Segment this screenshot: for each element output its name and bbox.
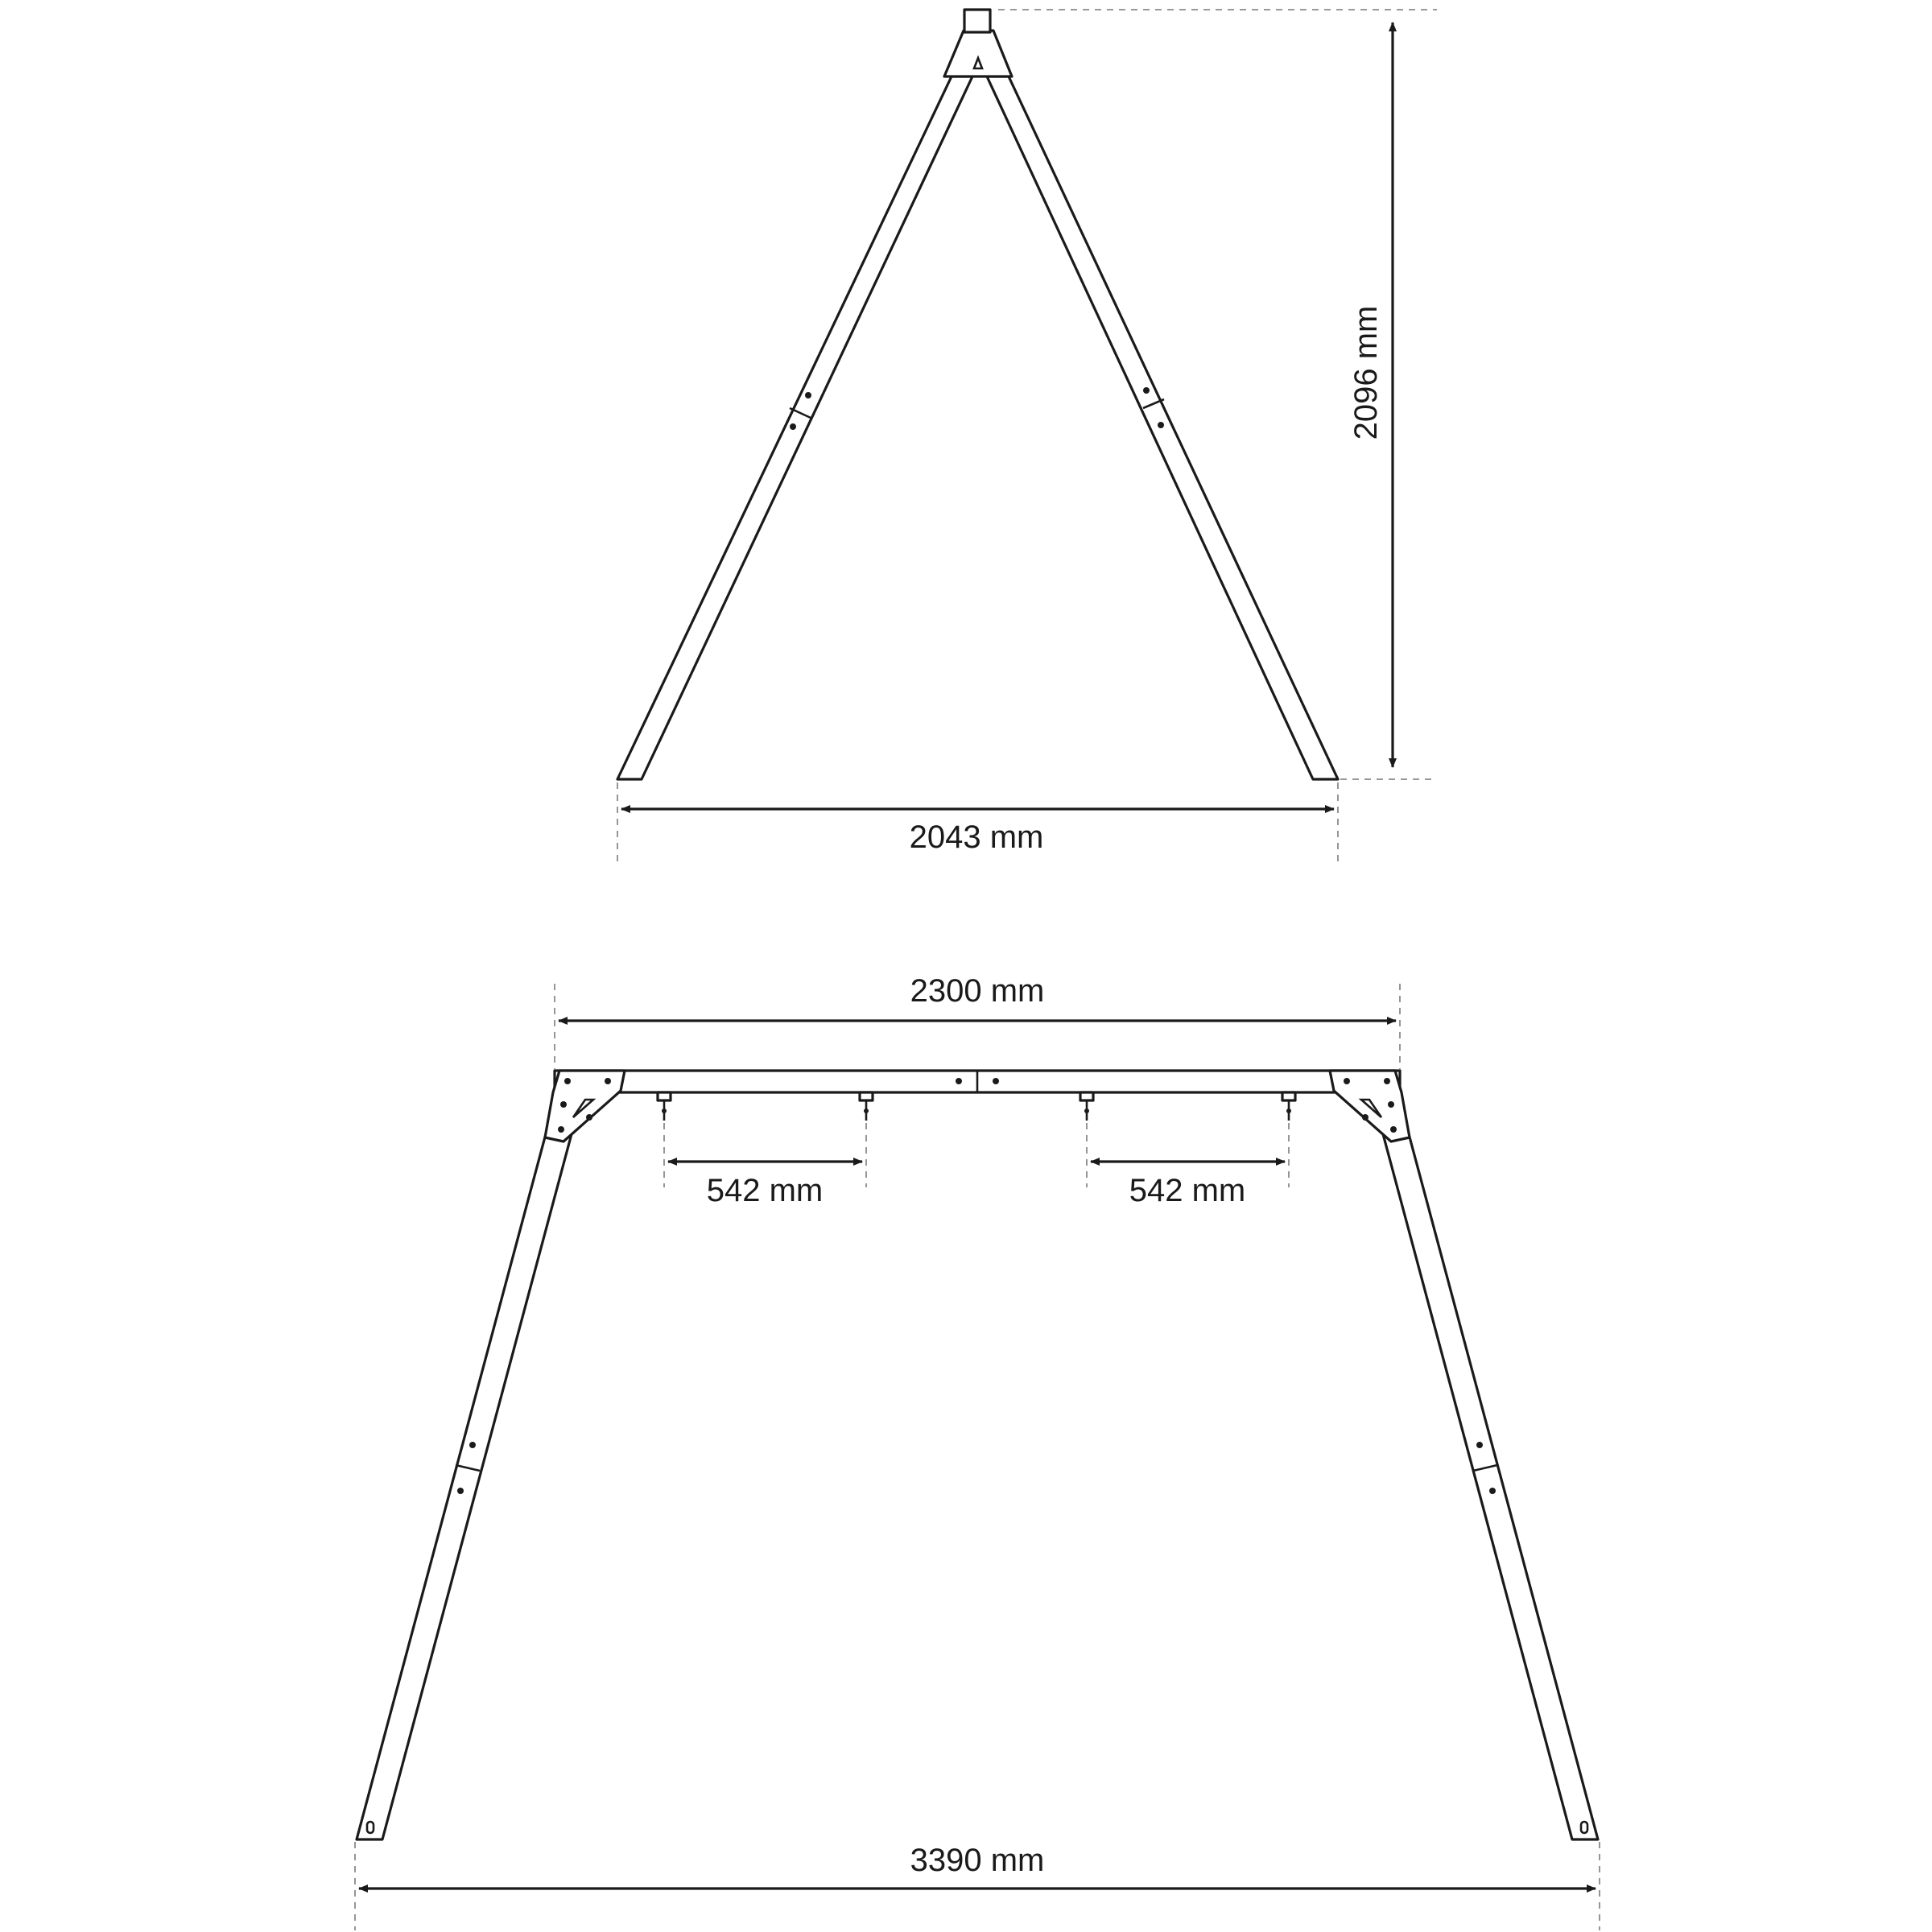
- bolt-hole: [605, 1078, 611, 1084]
- side-height-label: 2096 mm: [1348, 305, 1384, 440]
- front-base-width-label: 3390 mm: [910, 1843, 1045, 1878]
- side-view: [617, 10, 1437, 863]
- bolt-hole: [1362, 1114, 1368, 1121]
- front-beam-length-label: 2300 mm: [910, 973, 1045, 1009]
- beam-cross-section: [964, 10, 990, 32]
- bolt-hole: [564, 1078, 571, 1084]
- bolt-hole: [1388, 1101, 1394, 1108]
- bolt-hole: [457, 1488, 464, 1494]
- bolt-hole: [1158, 422, 1164, 428]
- bolt-hole: [586, 1114, 592, 1121]
- bolt-hole: [956, 1078, 962, 1084]
- bolt-hole: [1489, 1488, 1496, 1494]
- front-left-leg: [357, 1131, 572, 1839]
- bolt-hole: [993, 1078, 999, 1084]
- side-base-width-label: 2043 mm: [909, 819, 1044, 855]
- side-top-bracket: [944, 31, 1012, 76]
- bolt-hole: [1143, 387, 1150, 394]
- bolt-hole: [560, 1101, 567, 1108]
- hanger-spacing-left-label: 542 mm: [706, 1173, 824, 1208]
- bolt-hole: [558, 1126, 564, 1133]
- bolt-hole: [1476, 1442, 1483, 1448]
- swing-hanger: [1080, 1092, 1093, 1121]
- swing-hanger: [1282, 1092, 1295, 1121]
- bolt-hole: [790, 423, 796, 430]
- bolt-hole: [805, 392, 811, 398]
- side-right-leg: [987, 76, 1338, 779]
- front-right-leg: [1382, 1131, 1598, 1839]
- swing-hanger: [658, 1092, 671, 1121]
- bolt-hole: [469, 1442, 476, 1448]
- bolt-hole: [1390, 1126, 1397, 1133]
- front-view: [355, 973, 1600, 1930]
- swing-hanger: [860, 1092, 873, 1121]
- hanger-spacing-right-label: 542 mm: [1129, 1173, 1246, 1208]
- bolt-hole: [1344, 1078, 1350, 1084]
- bolt-hole: [1384, 1078, 1390, 1084]
